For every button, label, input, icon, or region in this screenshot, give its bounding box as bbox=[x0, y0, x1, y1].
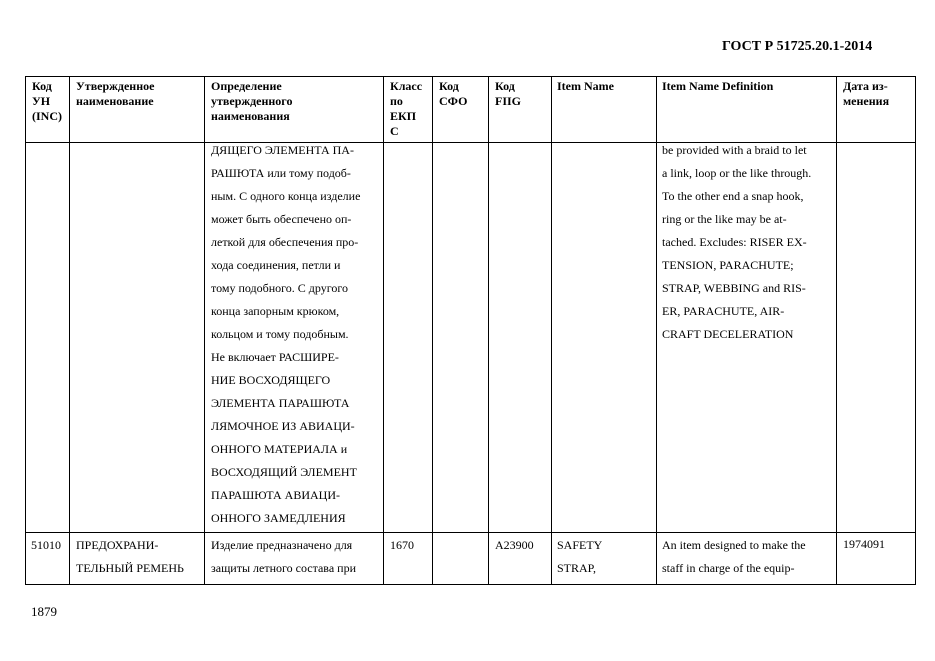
text-line: ЛЯМОЧНОЕ ИЗ АВИАЦИ- bbox=[211, 419, 355, 433]
text-line: Изделие предназначено для bbox=[211, 538, 353, 552]
text-line: a link, loop or the like through. bbox=[662, 166, 812, 180]
text-line: staff in charge of the equip- bbox=[662, 561, 795, 575]
header-line: Определение bbox=[211, 79, 282, 93]
header-fiig bbox=[495, 79, 521, 109]
column-border bbox=[69, 76, 70, 585]
row-class bbox=[390, 534, 414, 557]
table-border-top bbox=[25, 76, 916, 77]
text-line: ДЯЩЕГО ЭЛЕМЕНТА ПА- bbox=[211, 143, 354, 157]
text-line: ОННОГО МАТЕРИАЛА и bbox=[211, 442, 348, 456]
header-class bbox=[390, 79, 422, 139]
row-fiig bbox=[495, 534, 534, 557]
header-line: УН bbox=[32, 94, 51, 108]
column-border bbox=[488, 76, 489, 585]
column-border bbox=[432, 76, 433, 585]
header-line: Код bbox=[439, 79, 459, 93]
text-line: ОННОГО ЗАМЕДЛЕНИЯ bbox=[211, 511, 346, 525]
row-definition-ru bbox=[211, 534, 356, 580]
column-border bbox=[204, 76, 205, 585]
text-line: 1670 bbox=[390, 538, 414, 552]
header-item-name-definition bbox=[662, 79, 773, 94]
header-line: (INC) bbox=[32, 109, 62, 123]
column-border bbox=[656, 76, 657, 585]
header-line: Item Name Definition bbox=[662, 79, 774, 93]
document-header: ГОСТ Р 51725.20.1-2014 bbox=[722, 39, 873, 54]
text-line: 51010 bbox=[31, 538, 61, 552]
text-line: TENSION, PARACHUTE; bbox=[662, 258, 794, 272]
header-line: наименование bbox=[76, 94, 154, 108]
text-line: ным. С одного конца изделие bbox=[211, 189, 361, 203]
text-line: SAFETY bbox=[557, 538, 603, 552]
text-line: ТЕЛЬНЫЙ РЕМЕНЬ bbox=[76, 561, 184, 575]
text-line: ER, PARACHUTE, AIR- bbox=[662, 304, 785, 318]
text-line: конца запорным крюком, bbox=[211, 304, 340, 318]
text-line: может быть обеспечено оп- bbox=[211, 212, 352, 226]
column-border bbox=[836, 76, 837, 585]
table-border-bottom bbox=[25, 584, 916, 585]
column-border bbox=[25, 76, 26, 585]
header-line: Дата из- bbox=[843, 79, 888, 93]
text-line: tached. Excludes: RISER EX- bbox=[662, 235, 807, 249]
header-line: Код bbox=[495, 79, 515, 93]
text-line: STRAP, WEBBING and RIS- bbox=[662, 281, 806, 295]
header-line: С bbox=[390, 124, 399, 138]
text-line: РАШЮТА или тому подоб- bbox=[211, 166, 351, 180]
text-line: леткой для обеспечения про- bbox=[211, 235, 359, 249]
header-item-name bbox=[557, 79, 614, 94]
header-line: Item Name bbox=[557, 79, 614, 93]
text-line: be provided with a braid to let bbox=[662, 143, 807, 157]
text-line: кольцом и тому подобным. bbox=[211, 327, 349, 341]
header-approved-name bbox=[76, 79, 154, 109]
column-border bbox=[915, 76, 916, 585]
header-line: ЕКП bbox=[390, 109, 417, 123]
text-line: To the other end a snap hook, bbox=[662, 189, 804, 203]
text-line: CRAFT DECELERATION bbox=[662, 327, 794, 341]
continued-definition-en bbox=[662, 139, 811, 346]
text-line: Не включает РАСШИРЕ- bbox=[211, 350, 339, 364]
row-item-name bbox=[557, 534, 602, 580]
header-line: Класс bbox=[390, 79, 423, 93]
header-line: наименования bbox=[211, 109, 290, 123]
text-line: ВОСХОДЯЩИЙ ЭЛЕМЕНТ bbox=[211, 465, 357, 479]
header-line: FIIG bbox=[495, 94, 522, 108]
header-line: по bbox=[390, 94, 403, 108]
text-line: хода соединения, петли и bbox=[211, 258, 341, 272]
column-border bbox=[551, 76, 552, 585]
row-inc bbox=[31, 534, 61, 557]
text-line: An item designed to make the bbox=[662, 538, 806, 552]
text-line: ПРЕДОХРАНИ- bbox=[76, 538, 159, 552]
header-inc bbox=[32, 79, 62, 124]
text-line: ring or the like may be at- bbox=[662, 212, 787, 226]
row-name-ru bbox=[76, 534, 184, 580]
header-line: Код bbox=[32, 79, 52, 93]
row-divider bbox=[25, 532, 916, 533]
column-border bbox=[383, 76, 384, 585]
text-line: НИЕ ВОСХОДЯЩЕГО bbox=[211, 373, 331, 387]
text-line: ПАРАШЮТА АВИАЦИ- bbox=[211, 488, 341, 502]
text-line: A23900 bbox=[495, 538, 534, 552]
header-line: СФО bbox=[439, 94, 468, 108]
row-change-date: 1974091 bbox=[843, 537, 885, 551]
text-line: защиты летного состава при bbox=[211, 561, 356, 575]
row-definition-en bbox=[662, 534, 806, 580]
page-number: 1879 bbox=[31, 604, 57, 619]
continued-definition-ru bbox=[211, 139, 360, 530]
header-line: утвержденного bbox=[211, 94, 293, 108]
text-line: тому подобного. С другого bbox=[211, 281, 348, 295]
text-line: STRAP, bbox=[557, 561, 597, 575]
header-definition-ru bbox=[211, 79, 292, 124]
header-change-date bbox=[843, 79, 889, 109]
text-line: ЭЛЕМЕНТА ПАРАШЮТА bbox=[211, 396, 350, 410]
header-line: Утвержденное bbox=[76, 79, 155, 93]
header-line: менения bbox=[843, 94, 890, 108]
header-sfo bbox=[439, 79, 467, 109]
catalog-table bbox=[25, 76, 916, 585]
